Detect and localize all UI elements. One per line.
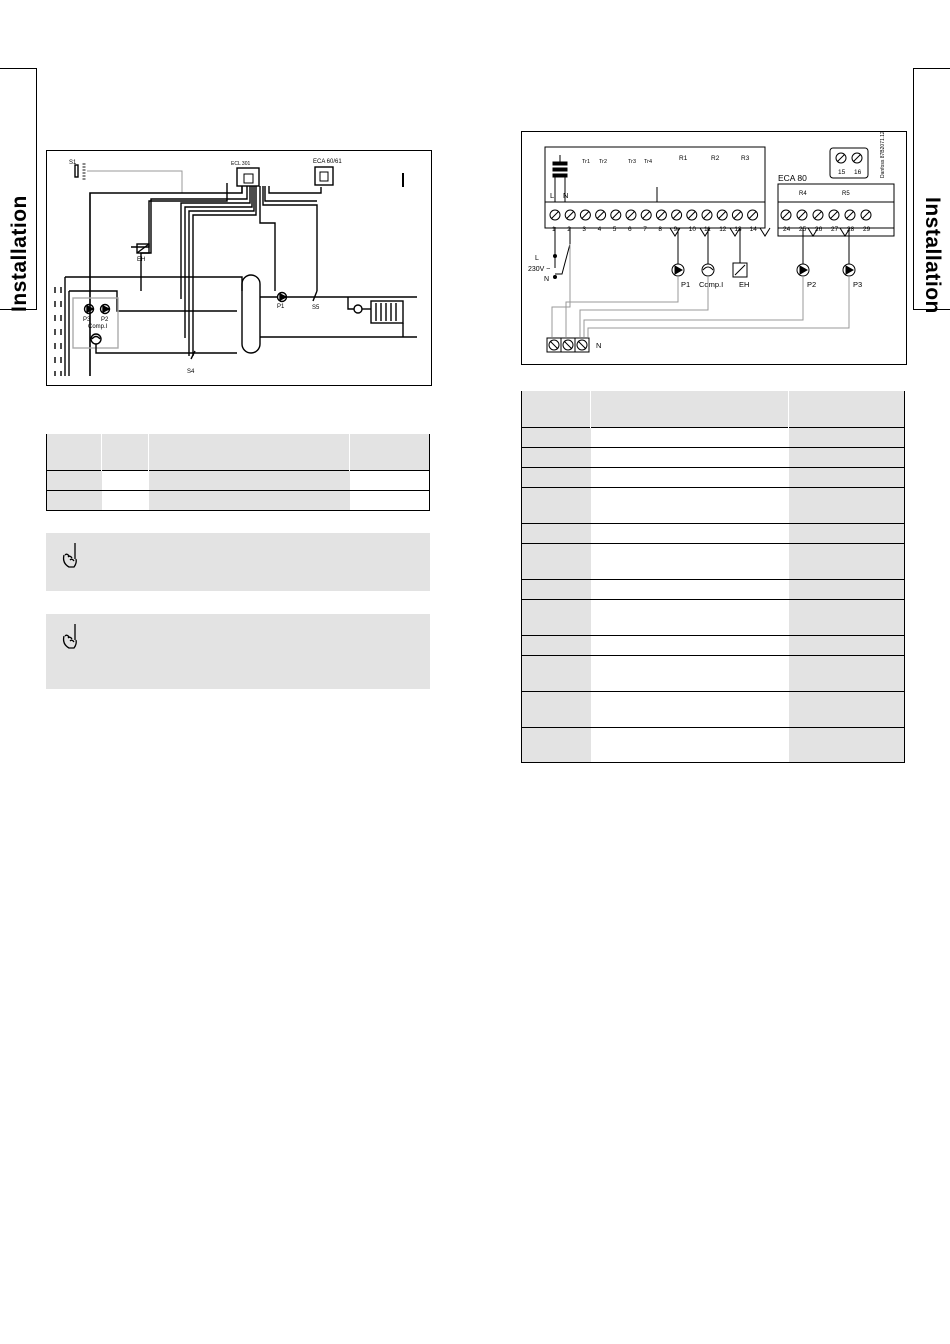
table-row — [47, 491, 430, 511]
terminal-label: 3 — [582, 226, 587, 233]
tr2-label: Tr2 — [599, 159, 608, 165]
eca-terminal-label: 28 — [847, 226, 855, 233]
p3-label: P3 — [83, 317, 91, 323]
r4-label: R4 — [799, 191, 807, 197]
terminal-label: 7 — [643, 226, 647, 233]
wiring-diagram-drawing — [522, 132, 906, 364]
terminal-label: 6 — [628, 226, 632, 233]
r3-label: R3 — [741, 155, 750, 162]
note-box — [46, 614, 430, 689]
pointing-hand-icon — [60, 622, 82, 652]
l-label: L — [550, 191, 555, 200]
table-header-row — [522, 391, 905, 428]
table-row — [522, 600, 905, 636]
system-diagram — [46, 150, 432, 386]
r1-label: R1 — [679, 155, 688, 162]
eh-label: EH — [739, 280, 750, 289]
system-diagram-drawing — [47, 151, 431, 385]
eh-label: EH — [137, 257, 146, 263]
table-row — [522, 656, 905, 692]
n-label: N — [563, 191, 569, 200]
table-header-row — [47, 434, 430, 471]
left-table — [46, 434, 430, 511]
s1-label: S1 — [69, 160, 77, 166]
p3-label: P3 — [853, 280, 863, 289]
eca-terminal-label: 24 — [783, 226, 791, 233]
eca-terminal-label: 25 — [799, 226, 807, 233]
comp-label: Comp.I — [88, 324, 108, 330]
supply-n-label: N — [544, 276, 550, 283]
table-row — [522, 428, 905, 448]
terminal-label: 1 — [552, 226, 556, 233]
comp-label: Comp.I — [699, 280, 724, 289]
side-tab-label: Installation — [8, 195, 31, 312]
terminal-label: 13 — [734, 226, 742, 233]
table-row — [522, 728, 905, 763]
eca80-label: ECA 80 — [778, 173, 807, 183]
right-table — [521, 391, 905, 763]
danfoss-code-label: Danfoss 87B2071.12 — [880, 132, 886, 178]
p2-label: P2 — [807, 280, 817, 289]
terminal-label: 11 — [704, 226, 711, 233]
terminal-label: 8 — [658, 226, 663, 233]
p1-label: P1 — [277, 304, 285, 310]
p2-label: P2 — [101, 317, 109, 323]
p1-label: P1 — [681, 280, 691, 289]
side-tab-left — [0, 68, 37, 310]
table-row — [522, 636, 905, 656]
eca-terminal-label: 27 — [831, 226, 839, 233]
table-row — [522, 524, 905, 544]
terminal-label: 14 — [749, 226, 757, 233]
terminal-label: 4 — [597, 226, 602, 233]
side-tab-label: Installation — [921, 197, 944, 314]
table-row — [522, 468, 905, 488]
tr3-label: Tr3 — [628, 159, 637, 165]
r2-label: R2 — [711, 155, 720, 162]
pointing-hand-icon — [60, 541, 82, 571]
tr4-label: Tr4 — [644, 159, 653, 165]
wiring-diagram — [521, 131, 907, 365]
tr1-label: Tr1 — [582, 159, 591, 165]
table-row — [522, 488, 905, 524]
side-tab-right — [913, 68, 950, 314]
supply-l-label: L — [535, 255, 539, 262]
eca-terminal-label: 29 — [863, 226, 871, 233]
r5-label: R5 — [842, 191, 850, 197]
table-row — [522, 580, 905, 600]
eca-terminal-label: 26 — [815, 226, 823, 233]
terminal-label: 9 — [673, 226, 678, 233]
top-terminal-label: 16 — [854, 169, 862, 176]
table-row — [522, 448, 905, 468]
terminal-label: 5 — [612, 226, 617, 233]
ecl-label: ECL 301 — [231, 161, 251, 167]
terminal-label: 2 — [567, 226, 571, 233]
table-row — [522, 544, 905, 580]
top-terminal-label: 15 — [838, 169, 846, 176]
s5-label: S5 — [312, 305, 320, 311]
n-bottom-label: N — [596, 341, 602, 350]
table-row — [47, 471, 430, 491]
table-row — [522, 692, 905, 728]
eca-label: ECA 60/61 — [313, 159, 342, 165]
s4-label: S4 — [187, 369, 195, 375]
note-box — [46, 533, 430, 591]
terminal-label: 12 — [719, 226, 727, 233]
supply-voltage-label: 230V ~ — [528, 266, 551, 273]
terminal-label: 10 — [688, 226, 697, 233]
